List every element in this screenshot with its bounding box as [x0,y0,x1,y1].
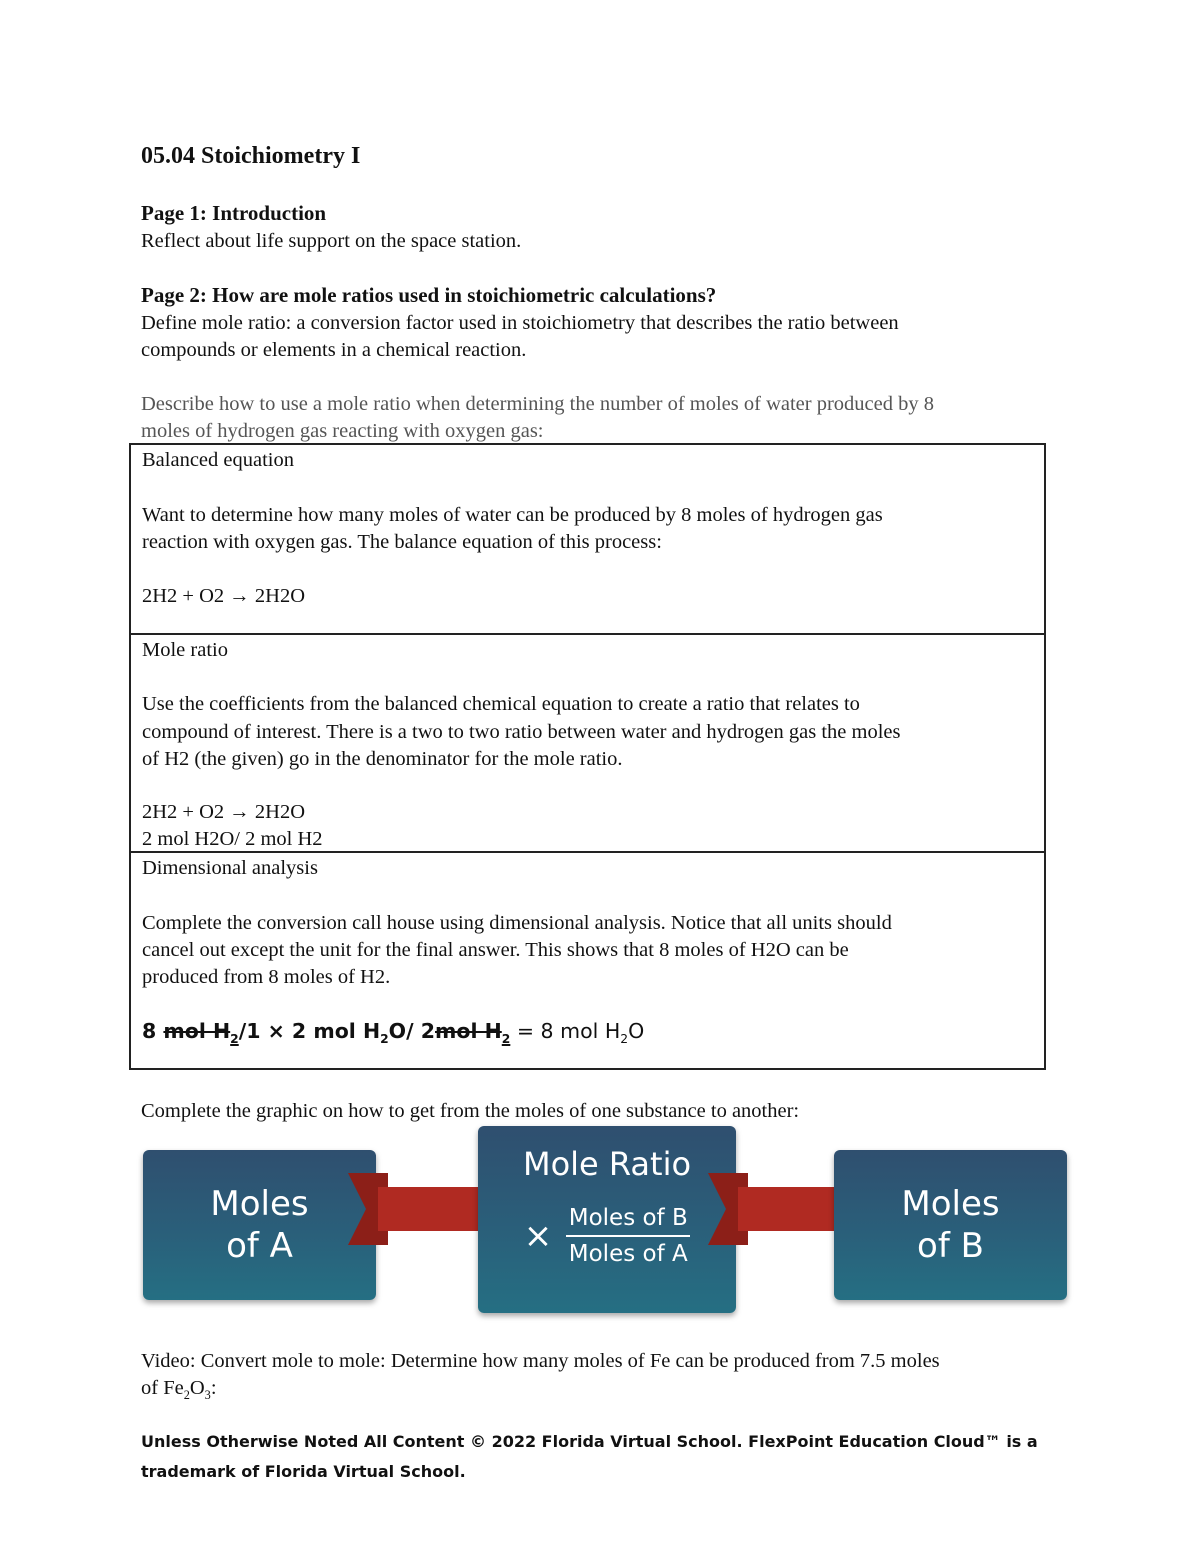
fraction-bar [566,1235,690,1237]
video-text: O [189,1377,205,1399]
subscript: 2 [620,1032,629,1047]
graphic-prompt: Complete the graphic on how to get from the moles of one substance to another: [141,1100,800,1122]
dimensional-analysis-text-line3: produced from 8 moles of H2. [142,966,391,988]
question-prompt-line1: Describe how to use a mole ratio when determining the number of moles of water produced by 8 [141,393,935,415]
video-line2 [141,1375,217,1409]
formula-result-end: O [628,1019,645,1043]
moles-of-a-line2: of A [226,1226,293,1266]
balanced-equation-text-line2: reaction with oxygen gas. The balance equation of this process: [142,531,662,553]
moles-of-b-line1: Moles [901,1184,1000,1224]
formula-result: = 8 mol H [510,1019,621,1043]
fraction-numerator: Moles of B [568,1205,688,1231]
dimensional-analysis-cell [129,851,1046,1070]
video-line1: Video: Convert mole to mole: Determine how many moles of Fe can be produced from 7.5 moles [141,1350,940,1372]
multiply-icon: × [523,1216,553,1256]
footer-line2: trademark of Florida Virtual School. [141,1462,466,1481]
balanced-equation-text-line1: Want to determine how many moles of water can be produced by 8 moles of hydrogen gas [142,504,883,526]
cancelled-unit-text: mol H [163,1019,231,1043]
dimensional-analysis-text-line1: Complete the conversion call house using dimensional analysis. Notice that all units should [142,912,892,934]
dimensional-analysis-formula [142,1018,644,1053]
page1-heading: Page 1: Introduction [141,201,327,225]
balanced-equation: 2H2 + O2 → 2H2O [142,585,306,607]
mole-ratio-value: 2 mol H2O/ 2 mol H2 [142,828,323,850]
cancelled-unit-h2 [163,1019,239,1047]
formula-ratio-part: /1 × 2 mol H [238,1019,381,1043]
subscript: 2 [183,1388,190,1403]
subscript: 2 [501,1032,511,1047]
formula-ratio-part2: O/ 2 [388,1019,435,1043]
video-text: : [210,1377,217,1399]
mole-ratio-cell [129,633,1046,853]
subscript: 2 [230,1032,239,1047]
dimensional-analysis-text-line2: cancel out except the unit for the final answer. This shows that 8 moles of H2O can be [142,939,849,961]
page-title: 05.04 Stoichiometry I [141,143,361,169]
balanced-equation-cell [129,443,1046,635]
mole-ratio-definition-line1: Define mole ratio: a conversion factor used in stoichiometry that describes the ratio between [141,312,899,334]
mole-ratio-text-line2: compound of interest. There is a two to two ratio between water and hydrogen gas the moles [142,721,901,743]
footer-line1: Unless Otherwise Noted All Content © 2022 Florida Virtual School. FlexPoint Education Cloud™ is a [141,1432,1038,1451]
mole-ratio-label: Mole ratio [142,639,228,661]
moles-of-a-line1: Moles [210,1184,309,1224]
mole-ratio-fraction-group [524,1203,691,1269]
video-text: of Fe [141,1377,184,1399]
page2-heading: Page 2: How are mole ratios used in stoichiometric calculations? [141,283,717,307]
page1-text: Reflect about life support on the space station. [141,230,522,252]
cancelled-unit-h2-denominator [435,1019,511,1047]
moles-of-b-box [834,1150,1067,1300]
mole-ratio-box [478,1126,736,1313]
mole-ratio-title: Mole Ratio [522,1145,692,1183]
cancelled-unit-text: mol H [435,1019,502,1043]
mole-ratio-fraction [566,1203,690,1269]
mole-ratio-definition-line2: compounds or elements in a chemical reaction. [141,339,527,361]
mole-ratio-text-line3: of H2 (the given) go in the denominator for the mole ratio. [142,748,623,770]
mole-ratio-text-line1: Use the coefficients from the balanced chemical equation to create a ratio that relates to [142,693,860,715]
balanced-equation-label: Balanced equation [142,449,294,471]
moles-of-b-line2: of B [917,1226,984,1266]
subscript: 3 [204,1388,211,1403]
formula-given-value: 8 [142,1019,157,1043]
question-prompt-line2: moles of hydrogen gas reacting with oxygen gas: [141,420,544,442]
moles-of-a-box [143,1150,376,1300]
subscript: 2 [380,1032,389,1047]
fraction-denominator: Moles of A [568,1241,688,1267]
dimensional-analysis-label: Dimensional analysis [142,857,318,879]
mole-ratio-equation: 2H2 + O2 → 2H2O [142,801,306,823]
